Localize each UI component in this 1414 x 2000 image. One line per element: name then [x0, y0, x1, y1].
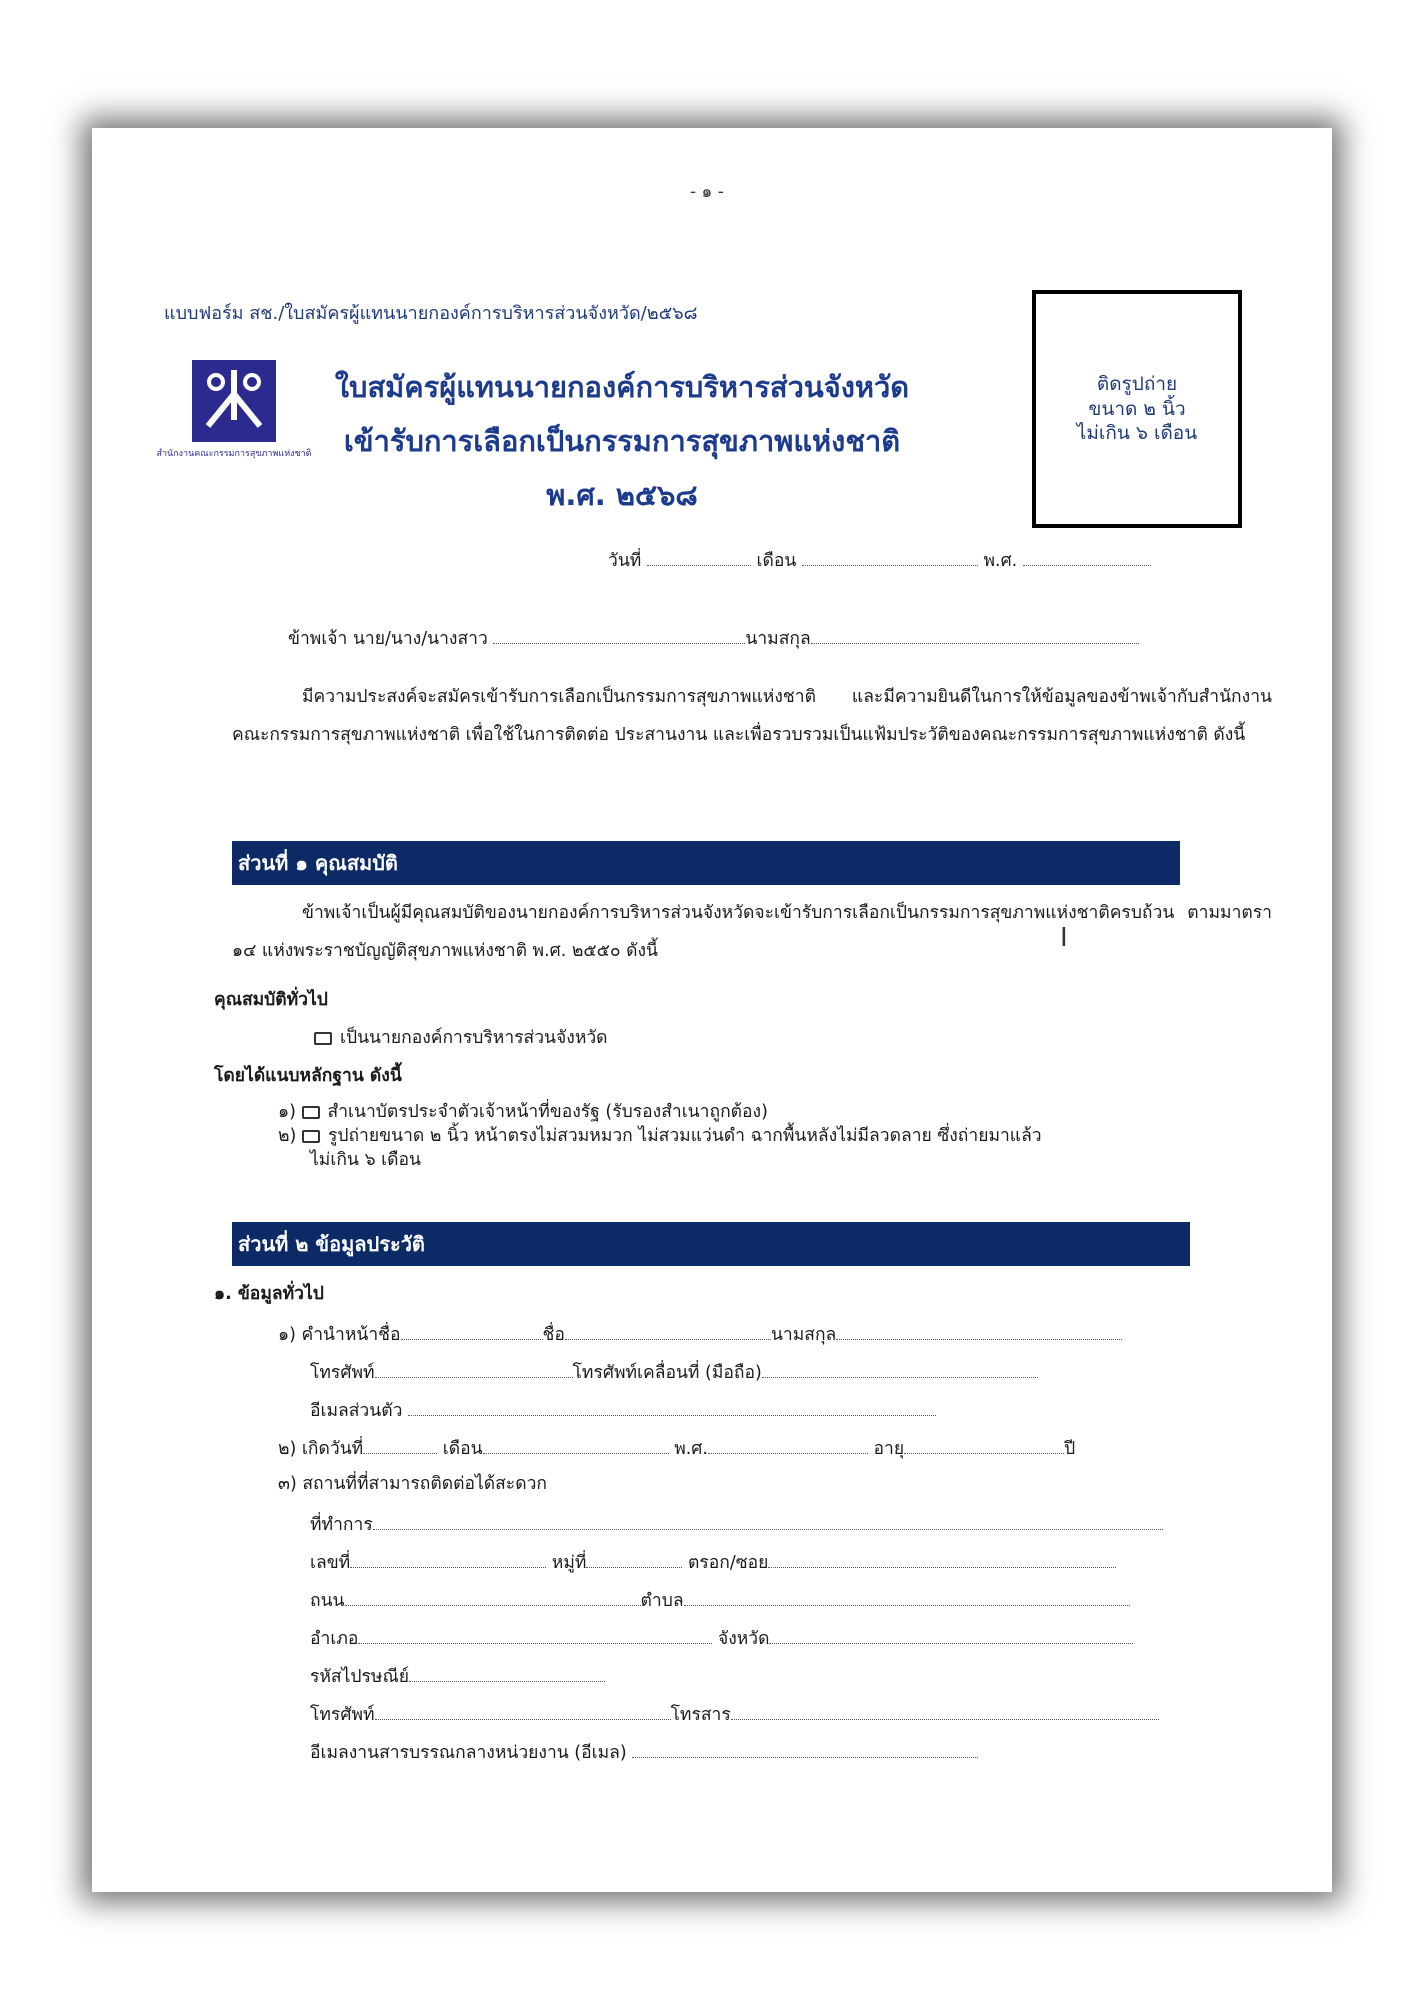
age-label: อายุ — [873, 1439, 905, 1459]
tambon-field[interactable] — [684, 1588, 1130, 1606]
email-field[interactable] — [408, 1398, 936, 1416]
photo-box-line-3: ไม่เกิน ๖ เดือน — [1076, 422, 1198, 445]
month-field[interactable] — [802, 548, 978, 566]
first-name-label: ชื่อ — [542, 1325, 565, 1345]
row-prefix-name — [278, 1322, 1122, 1347]
birth-month-label: เดือน — [442, 1439, 483, 1459]
first-name-field[interactable] — [565, 1322, 771, 1340]
amphoe-label: อำเภอ — [310, 1629, 359, 1649]
evidence-item-2 — [278, 1126, 1042, 1148]
birth-month-field[interactable] — [483, 1436, 669, 1454]
evidence-1-num: ๑) — [278, 1102, 296, 1122]
evidence-2-checkbox[interactable] — [302, 1130, 320, 1143]
evidence-1-text: สำเนาบัตรประจำตัวเจ้าหน้าที่ของรัฐ (รับรองสำเนาถูกต้อง) — [327, 1102, 768, 1122]
province-field[interactable] — [769, 1626, 1133, 1644]
form-page — [92, 128, 1332, 1892]
prefix-field[interactable] — [401, 1322, 543, 1340]
page-number: - ๑ - — [690, 182, 724, 202]
nhco-logo — [156, 360, 312, 472]
row-tel-fax — [310, 1702, 1159, 1727]
evidence-1-checkbox[interactable] — [302, 1106, 320, 1119]
applicant-prefix-label: ข้าพเจ้า นาย/นาง/นางสาว — [288, 629, 488, 649]
mobile-field[interactable] — [762, 1360, 1038, 1378]
tambon-label: ตำบล — [640, 1591, 684, 1611]
office-phone-label: โทรศัพท์ — [310, 1705, 375, 1725]
row-phones — [310, 1360, 1038, 1385]
phone-field[interactable] — [375, 1360, 573, 1378]
soi-field[interactable] — [768, 1550, 1116, 1568]
row-saraban-email — [310, 1740, 978, 1765]
amphoe-field[interactable] — [358, 1626, 712, 1644]
house-no-field[interactable] — [350, 1550, 546, 1568]
logo-caption: สำนักงานคณะกรรมการสุขภาพแห่งชาติ — [156, 449, 312, 459]
form-title-line-1: ใบสมัครผู้แทนนายกองค์การบริหารส่วนจังหวัด — [334, 370, 910, 404]
row-road — [310, 1588, 1130, 1613]
form-code: แบบฟอร์ม สช./ใบสมัครผู้แทนนายกองค์การบริหารส่วนจังหวัด/๒๕๖๘ — [164, 303, 698, 324]
photo-box-line-1: ติดรูปถ่าย — [1096, 372, 1178, 395]
general-qualification-heading: คุณสมบัติทั่วไป — [214, 990, 328, 1010]
year-label: พ.ศ. — [983, 551, 1018, 571]
form-title-line-2: เข้ารับการเลือกเป็นกรรมการสุขภาพแห่งชาติ — [343, 424, 901, 458]
house-no-label: เลขที่ — [310, 1553, 351, 1573]
intro-paragraph: มีความประสงค์จะสมัครเข้ารับการเลือกเป็นกรรมการสุขภาพแห่งชาติ และมีความยินดีในการให้ข้อมูลของข้าพเจ้ากับสำนักงานคณะกรรมการสุขภาพแห่งชาติ เพื่อใช้ในการติดต่อ ประสานงาน และเพื่อรวบรวมเป็นแฟ้มประวัติของคณะกรรมการสุขภาพแห่งชาติ ดังนี้ — [232, 687, 1272, 745]
row-zip — [310, 1664, 605, 1689]
row-amphoe — [310, 1626, 1133, 1651]
evidence-2-num: ๒) — [278, 1126, 297, 1146]
row-email — [310, 1398, 936, 1423]
section-2-header: ส่วนที่ ๒ ข้อมูลประวัติ — [232, 1222, 1190, 1266]
month-label: เดือน — [756, 551, 797, 571]
fax-field[interactable] — [731, 1702, 1159, 1720]
road-field[interactable] — [345, 1588, 641, 1606]
applicant-name-field[interactable] — [493, 626, 745, 644]
office-phone-field[interactable] — [375, 1702, 671, 1720]
surname-field[interactable] — [836, 1322, 1122, 1340]
evidence-2-continuation: ไม่เกิน ๖ เดือน — [310, 1150, 421, 1170]
road-label: ถนน — [310, 1591, 345, 1611]
soi-label: ตรอก/ซอย — [687, 1553, 769, 1573]
general-qualification-item — [314, 1028, 608, 1050]
photo-box — [1032, 290, 1242, 528]
general-qualification-text: เป็นนายกองค์การบริหารส่วนจังหวัด — [340, 1028, 608, 1048]
email-label: อีเมลส่วนตัว — [310, 1401, 403, 1421]
mayor-checkbox[interactable] — [314, 1032, 332, 1045]
zip-field[interactable] — [409, 1664, 605, 1682]
section-1-header: ส่วนที่ ๑ คุณสมบัติ — [232, 841, 1180, 885]
birth-year-field[interactable] — [708, 1436, 868, 1454]
year-field[interactable] — [1023, 548, 1151, 566]
applicant-surname-label: นามสกุล — [745, 629, 811, 649]
general-info-heading: ๑. ข้อมูลทั่วไป — [214, 1284, 324, 1304]
evidence-item-1 — [278, 1102, 768, 1124]
evidence-heading: โดยได้แนบหลักฐาน ดังนี้ — [214, 1066, 402, 1086]
row-birth — [278, 1436, 1075, 1461]
office-field[interactable] — [373, 1512, 1163, 1530]
date-line — [608, 548, 1151, 573]
name-line — [288, 626, 1139, 651]
photo-box-line-2: ขนาด ๒ นิ้ว — [1088, 397, 1186, 420]
years-label: ปี — [1064, 1439, 1076, 1459]
day-label: วันที่ — [608, 551, 642, 571]
fax-label: โทรสาร — [670, 1705, 731, 1725]
prefix-label: ๑) คำนำหน้าชื่อ — [278, 1325, 401, 1345]
applicant-surname-field[interactable] — [811, 626, 1139, 644]
section-1-body: ข้าพเจ้าเป็นผู้มีคุณสมบัติของนายกองค์การบริหารส่วนจังหวัดจะเข้ารับการเลือกเป็นกรรมการสุขภาพแห่งชาติครบถ้วน ตามมาตรา ๑๔ แห่งพระราชบัญญัติสุขภาพแห่งชาติ พ.ศ. ๒๕๕๐ ดังนี้ — [232, 903, 1272, 961]
day-field[interactable] — [647, 548, 751, 566]
mobile-label: โทรศัพท์เคลื่อนที่ (มือถือ) — [572, 1363, 762, 1383]
evidence-2-text: รูปถ่ายขนาด ๒ นิ้ว หน้าตรงไม่สวมหมวก ไม่สวมแว่นดำ ฉากพื้นหลังไม่มีลวดลาย ซึ่งถ่ายมาแล้ว — [327, 1126, 1042, 1146]
row-office — [310, 1512, 1163, 1537]
phone-label: โทรศัพท์ — [310, 1363, 375, 1383]
text-cursor-icon: I — [1060, 923, 1068, 953]
birth-day-field[interactable] — [363, 1436, 437, 1454]
zip-label: รหัสไปรษณีย์ — [310, 1667, 409, 1687]
moo-label: หมู่ที่ — [551, 1553, 587, 1573]
office-label: ที่ทำการ — [310, 1515, 373, 1535]
form-title-line-3: พ.ศ. ๒๕๖๘ — [546, 478, 698, 512]
saraban-email-label: อีเมลงานสารบรรณกลางหน่วยงาน (อีเมล) — [310, 1743, 627, 1763]
birth-day-label: ๒) เกิดวันที่ — [278, 1439, 364, 1459]
saraban-email-field[interactable] — [632, 1740, 978, 1758]
age-field[interactable] — [904, 1436, 1064, 1454]
row-address-no — [310, 1550, 1116, 1575]
surname-label: นามสกุล — [770, 1325, 837, 1345]
contact-heading: ๓) สถานที่ที่สามารถติดต่อได้สะดวก — [278, 1474, 547, 1494]
province-label: จังหวัด — [717, 1629, 770, 1649]
birth-year-label: พ.ศ. — [674, 1439, 708, 1459]
moo-field[interactable] — [586, 1550, 682, 1568]
